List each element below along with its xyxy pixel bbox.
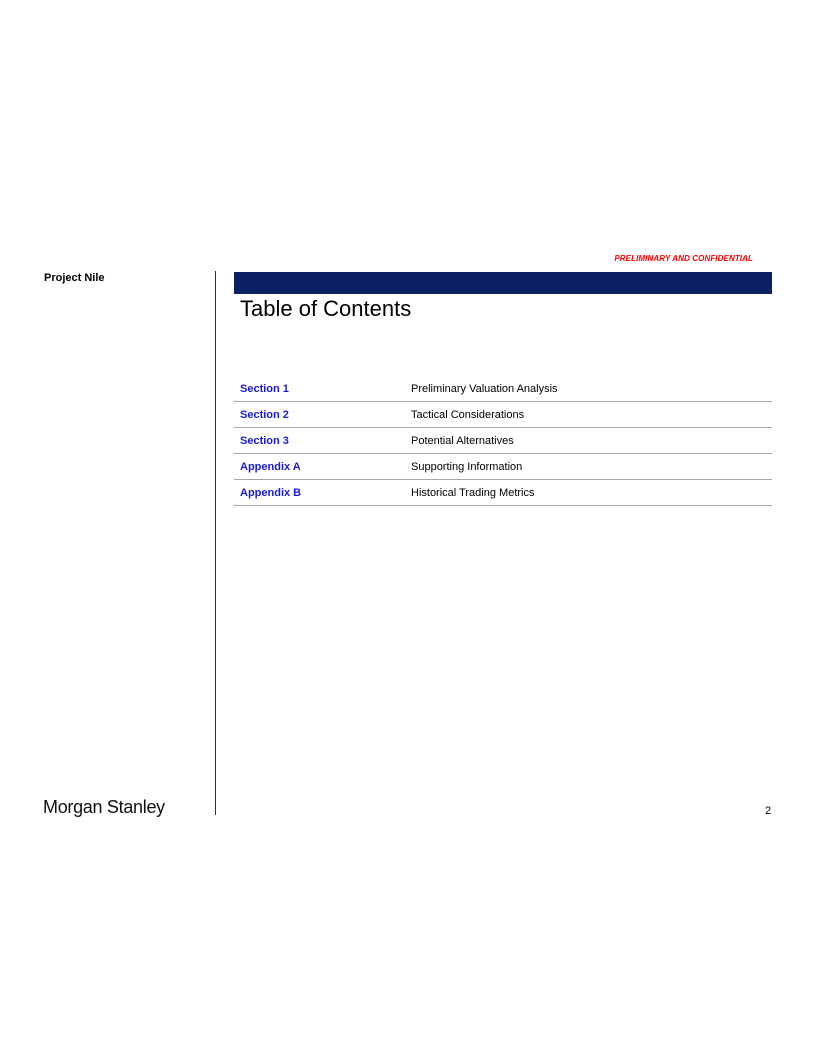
page-number: 2 xyxy=(765,805,772,817)
toc-section-label[interactable]: Section 1 xyxy=(240,383,289,395)
table-of-contents xyxy=(234,376,772,506)
toc-section-label[interactable]: Appendix A xyxy=(240,461,301,473)
toc-row-section-3[interactable] xyxy=(234,428,772,454)
page-title: Table of Contents xyxy=(240,296,412,321)
title-bar xyxy=(234,272,772,294)
toc-row-appendix-a[interactable] xyxy=(234,454,772,480)
toc-row-section-2[interactable] xyxy=(234,402,772,428)
project-name: Project Nile xyxy=(44,272,105,284)
toc-row-appendix-b[interactable] xyxy=(234,480,772,506)
toc-description: Supporting Information xyxy=(411,461,523,473)
toc-description: Potential Alternatives xyxy=(411,435,514,447)
toc-section-label[interactable]: Appendix B xyxy=(240,487,302,499)
toc-description: Historical Trading Metrics xyxy=(411,487,535,499)
vertical-divider xyxy=(215,271,216,815)
morgan-stanley-logo: Morgan Stanley xyxy=(43,797,165,817)
toc-description: Preliminary Valuation Analysis xyxy=(411,383,558,395)
toc-row-section-1[interactable] xyxy=(234,376,772,402)
confidential-label: PRELIMINARY AND CONFIDENTIAL xyxy=(614,254,753,263)
toc-section-label[interactable]: Section 2 xyxy=(240,409,289,421)
toc-section-label[interactable]: Section 3 xyxy=(240,435,289,447)
toc-description: Tactical Considerations xyxy=(411,409,525,421)
